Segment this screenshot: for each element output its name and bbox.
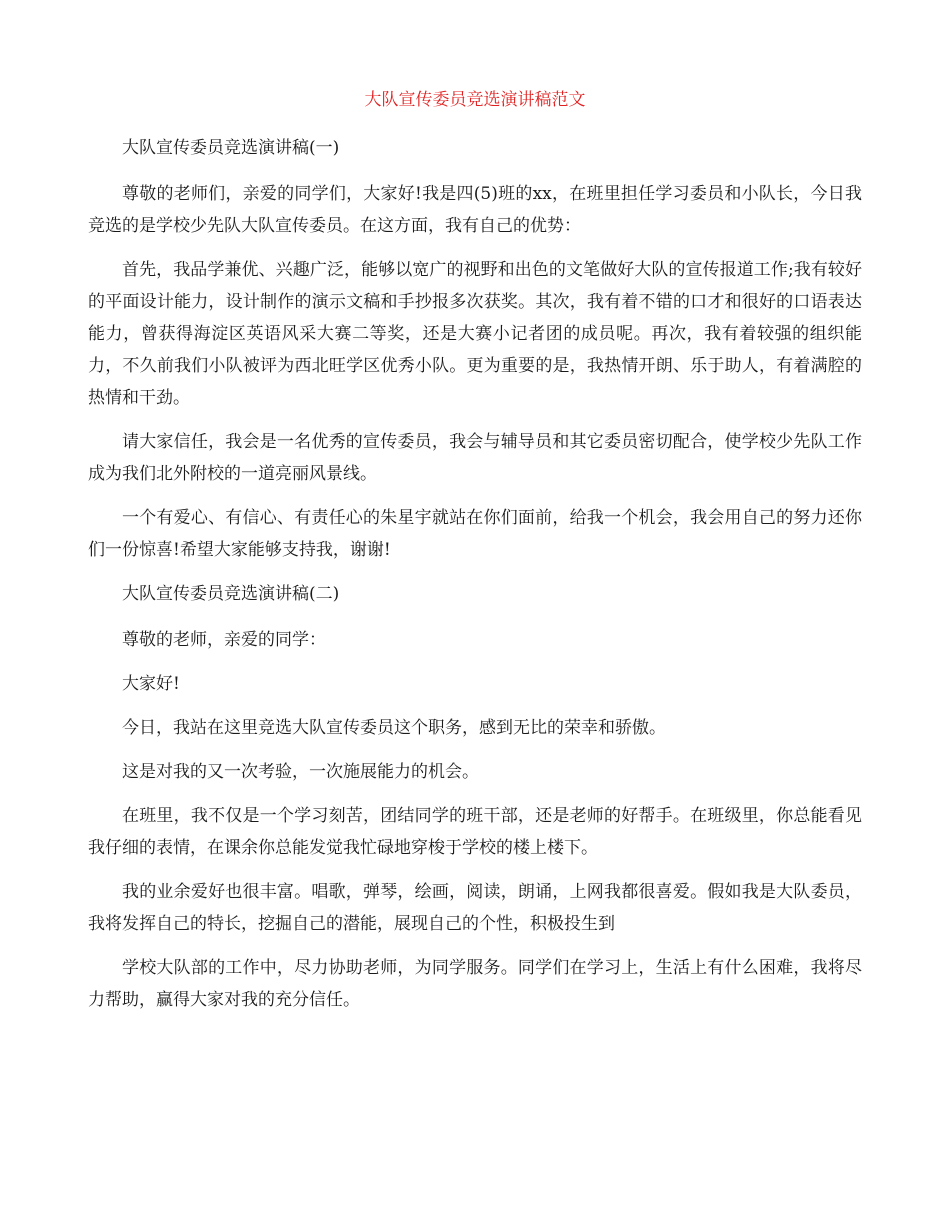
section-heading-1: 大队宣传委员竞选演讲稿(一) <box>122 138 340 158</box>
paragraph: 大家好! <box>122 674 180 694</box>
paragraph: 一个有爱心、有信心、有责任心的朱星宇就站在你们面前，给我一个机会，我会用自己的努力还你们一份惊喜!希望大家能够支持我，谢谢! <box>88 508 862 560</box>
paragraph: 请大家信任，我会是一名优秀的宣传委员，我会与辅导员和其它委员密切配合，使学校少先队工作成为我们北外附校的一道亮丽风景线。 <box>88 432 862 484</box>
paragraph: 首先，我品学兼优、兴趣广泛，能够以宽广的视野和出色的文笔做好大队的宣传报道工作;我有较好的平面设计能力，设计制作的演示文稿和手抄报多次获奖。其次，我有着不错的口才和很好的口语表达能力，曾获得海淀区英语风采大赛二等奖，还是大赛小记者团的成员呢。再次，我有着较强的组织能力，不久前我们小队被评为西北旺学区优秀小队。更为重要的是，我热情开朗、乐于助人，有着满腔的热情和干劲。 <box>88 260 862 408</box>
paragraph: 尊敬的老师们，亲爱的同学们，大家好!我是四(5)班的xx，在班里担任学习委员和小队长，今日我竞选的是学校少先队大队宣传委员。在这方面，我有自己的优势： <box>88 184 862 236</box>
paragraph: 学校大队部的工作中，尽力协助老师，为同学服务。同学们在学习上，生活上有什么困难，我将尽力帮助，赢得大家对我的充分信任。 <box>88 958 862 1010</box>
greeting: 尊敬的老师，亲爱的同学： <box>122 630 326 650</box>
paragraph: 这是对我的又一次考验，一次施展能力的机会。 <box>122 762 479 782</box>
document-title: 大队宣传委员竞选演讲稿范文 <box>364 90 586 110</box>
section-heading-2: 大队宣传委员竞选演讲稿(二) <box>122 584 340 604</box>
paragraph: 在班里，我不仅是一个学习刻苦，团结同学的班干部，还是老师的好帮手。在班级里，你总能看见我仔细的表情，在课余你总能发觉我忙碌地穿梭于学校的楼上楼下。 <box>88 806 862 858</box>
document-page <box>88 86 862 1028</box>
paragraph: 我的业余爱好也很丰富。唱歌，弹琴，绘画，阅读，朗诵，上网我都很喜爱。假如我是大队委员，我将发挥自己的特长，挖掘自己的潜能，展现自己的个性，积极投生到 <box>88 882 862 934</box>
paragraph: 今日，我站在这里竞选大队宣传委员这个职务，感到无比的荣幸和骄傲。 <box>122 718 666 738</box>
